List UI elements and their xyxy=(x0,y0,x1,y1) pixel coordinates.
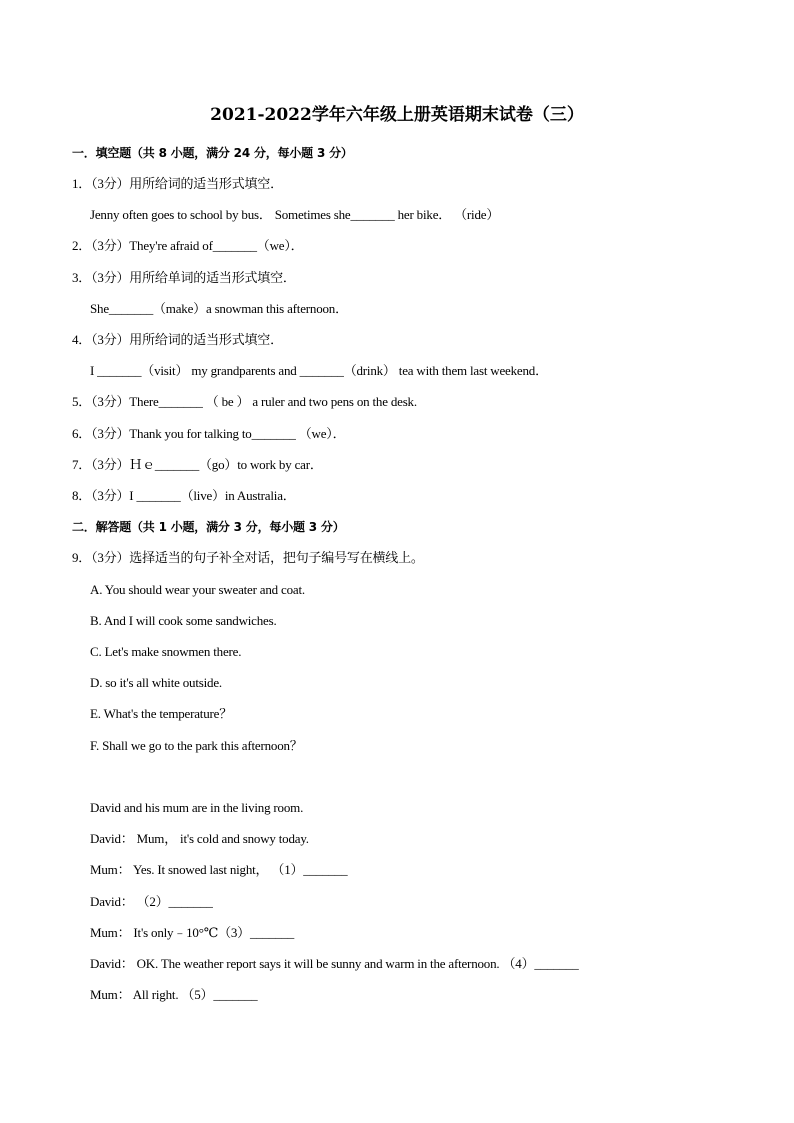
question-3-content: She_______（make）a snowman this afternoon． xyxy=(90,301,348,316)
question-2-prompt: 2．（3分）They're afraid of_______（we）． xyxy=(72,238,304,253)
question-8-prompt: 8．（3分）I _______（live）in Australia． xyxy=(72,488,296,503)
question-4-prompt: 4．（3分）用所给词的适当形式填空． xyxy=(72,332,283,347)
question-3-prompt: 3．（3分）用所给单词的适当形式填空． xyxy=(72,270,296,285)
question-1-prompt: 1．（3分）用所给词的适当形式填空． xyxy=(72,176,283,191)
question-5-prompt: 5．（3分）There_______ （ be ） a ruler and two pens on the desk. xyxy=(72,394,417,409)
option-e: E. What's the temperature？ xyxy=(90,706,233,721)
question-9-prompt: 9．（3分）选择适当的句子补全对话，把句子编号写在横线上。 xyxy=(72,550,424,565)
option-f: F. Shall we go to the park this afternoon？ xyxy=(90,738,303,753)
dialogue-line: David： OK. The weather report says it will be sunny and warm in the afternoon. （4）_______ xyxy=(90,956,579,971)
dialogue-line: Mum： Yes. It snowed last night， （1）_______ xyxy=(90,862,348,877)
option-a: A. You should wear your sweater and coat. xyxy=(90,582,305,597)
page-title: 2021-2022学年六年级上册英语期末试卷（三） xyxy=(210,105,584,125)
option-d: D. so it's all white outside. xyxy=(90,675,222,690)
question-1-content: Jenny often goes to school by bus． Sometimes she_______ her bike． （ride） xyxy=(90,207,500,222)
question-6-prompt: 6．（3分）Thank you for talking to_______ （we）． xyxy=(72,426,346,441)
section-heading-fill-in: 一．填空题（共 8 小题，满分 24 分，每小题 3 分） xyxy=(72,146,353,160)
dialogue-line: Mum： All right. （5）_______ xyxy=(90,987,258,1002)
dialogue-line: David： Mum， it's cold and snowy today. xyxy=(90,831,309,846)
option-c: C. Let's make snowmen there. xyxy=(90,644,242,659)
dialogue-line: David： （2）_______ xyxy=(90,894,213,909)
question-7-prompt: 7．（3分）Ｈｅ_______（go）to work by car． xyxy=(72,457,323,472)
dialogue-line: Mum： It's only﹣10°℃（3）_______ xyxy=(90,925,295,940)
question-4-content: I _______（visit） my grandparents and _______（drink） tea with them last weekend． xyxy=(90,363,548,378)
section-heading-answer: 二．解答题（共 1 小题，满分 3 分，每小题 3 分） xyxy=(72,520,345,534)
option-b: B. And I will cook some sandwiches. xyxy=(90,613,277,628)
dialogue-line: David and his mum are in the living room. xyxy=(90,800,304,815)
